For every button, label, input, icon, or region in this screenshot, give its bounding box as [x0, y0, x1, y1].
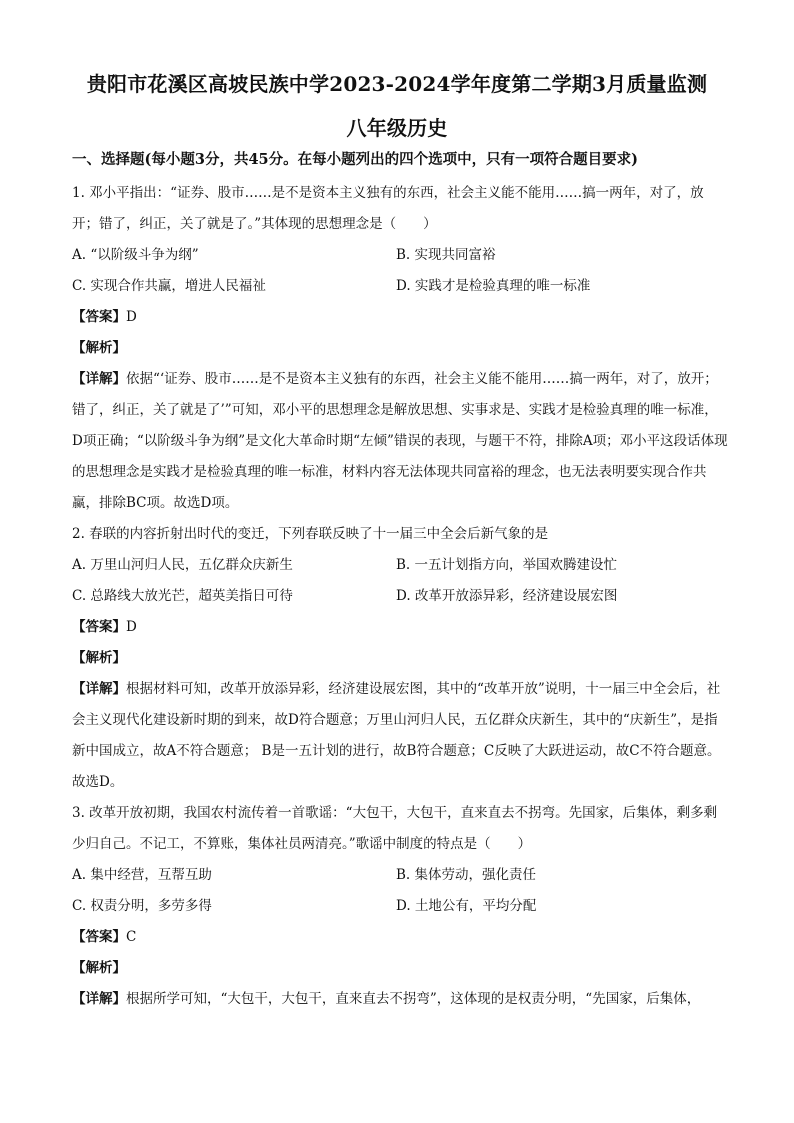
option-c: C. 权责分明，多劳多得 [72, 898, 212, 914]
answer-line [72, 302, 728, 333]
option-d: D. 土地公有，平均分配 [396, 898, 537, 914]
answer-line [72, 922, 728, 953]
detail-label: 【详解】 [72, 991, 126, 1007]
detail-text: 根据所学可知，“大包干，大包干，直来直去不拐弯”，这体现的是权责分明，“先国家，后集体， [126, 991, 701, 1007]
analysis-label: 【解析】 [72, 960, 126, 976]
answer-label: 【答案】 [72, 309, 126, 325]
document-title: 贵阳市花溪区高坡民族中学2023-2024学年度第二学期3月质量监测 [86, 72, 708, 96]
question-stem: 3. 改革开放初期，我国农村流传着一首歌谣：“大包干，大包干，直来直去不拐弯。先国家，后集体，剩多剩少归自己。不记工，不算账，集体社员两清亮。”歌谣中制度的特点是（ ） [72, 805, 718, 852]
option-d: D. 改革开放添异彩，经济建设展宏图 [396, 588, 618, 604]
detail-text: 依据“‘证券、股市……是不是资本主义独有的东西，社会主义能不能用……搞一两年，对了，放开；错了，纠正，关了就是了’”可知，邓小平的思想理念是解放思想、实事求是、实践才是检验真理的唯一标准，D项正确；“以阶级斗争为纲”是文化大革命时期“左倾”错误的表现，与题干不符，排除A项；邓小平这段话体现的思想理念是实践才是检验真理的唯一标准，材料内容无法体现共同富裕的理念，也无法表明要实现合作共赢，排除BC项。故选D项。 [72, 371, 728, 511]
option-c: C. 总路线大放光芒，超英美指日可待 [72, 588, 293, 604]
option-row [72, 860, 728, 891]
option-b: B. 实现共同富裕 [396, 247, 496, 263]
option-row [72, 271, 728, 302]
detail-label: 【详解】 [72, 681, 126, 697]
question-stem: 2. 春联的内容折射出时代的变迁，下列春联反映了十一届三中全会后新气象的是 [72, 526, 549, 542]
analysis-line [72, 333, 728, 364]
option-a: A. 集中经营，互帮互助 [72, 867, 212, 883]
answer-value: D [126, 619, 137, 635]
question-stem: 1. 邓小平指出：“证券、股市……是不是资本主义独有的东西，社会主义能不能用……搞一两年，对了，放开；错了，纠正，关了就是了。”其体现的思想理念是（ ） [72, 185, 704, 232]
option-b: B. 一五计划指方向，举国欢腾建设忙 [396, 557, 618, 573]
detail-paragraph [72, 364, 728, 519]
section-heading: 一、选择题(每小题3分，共45分。在每小题列出的四个选项中，只有一项符合题目要求) [72, 151, 638, 168]
option-d: D. 实践才是检验真理的唯一标准 [396, 278, 591, 294]
answer-label: 【答案】 [72, 929, 126, 945]
detail-label: 【详解】 [72, 371, 126, 387]
answer-label: 【答案】 [72, 619, 126, 635]
answer-line [72, 612, 728, 643]
analysis-line [72, 643, 728, 674]
analysis-label: 【解析】 [72, 340, 126, 356]
option-b: B. 集体劳动，强化责任 [396, 867, 537, 883]
analysis-label: 【解析】 [72, 650, 126, 666]
question-list [72, 178, 728, 1015]
detail-paragraph [72, 984, 728, 1015]
answer-value: D [126, 309, 137, 325]
answer-value: C [126, 929, 137, 945]
detail-paragraph [72, 674, 728, 798]
option-a: A. 万里山河归人民，五亿群众庆新生 [72, 557, 293, 573]
option-a: A. “以阶级斗争为纲” [72, 247, 199, 263]
option-row [72, 550, 728, 581]
analysis-line [72, 953, 728, 984]
option-row [72, 581, 728, 612]
document-subtitle: 八年级历史 [346, 116, 448, 140]
option-c: C. 实现合作共赢，增进人民福祉 [72, 278, 266, 294]
option-row [72, 891, 728, 922]
detail-text: 根据材料可知，改革开放添异彩，经济建设展宏图，其中的“改革开放”说明，十一届三中全会后，社会主义现代化建设新时期的到来，故D符合题意；万里山河归人民，五亿群众庆新生，其中的“庆新生”，是指新中国成立，故A不符合题意； B是一五计划的进行，故B符合题意；C反映了大跃进运动，故C不符合题意。故选D。 [72, 681, 721, 790]
option-row [72, 240, 728, 271]
